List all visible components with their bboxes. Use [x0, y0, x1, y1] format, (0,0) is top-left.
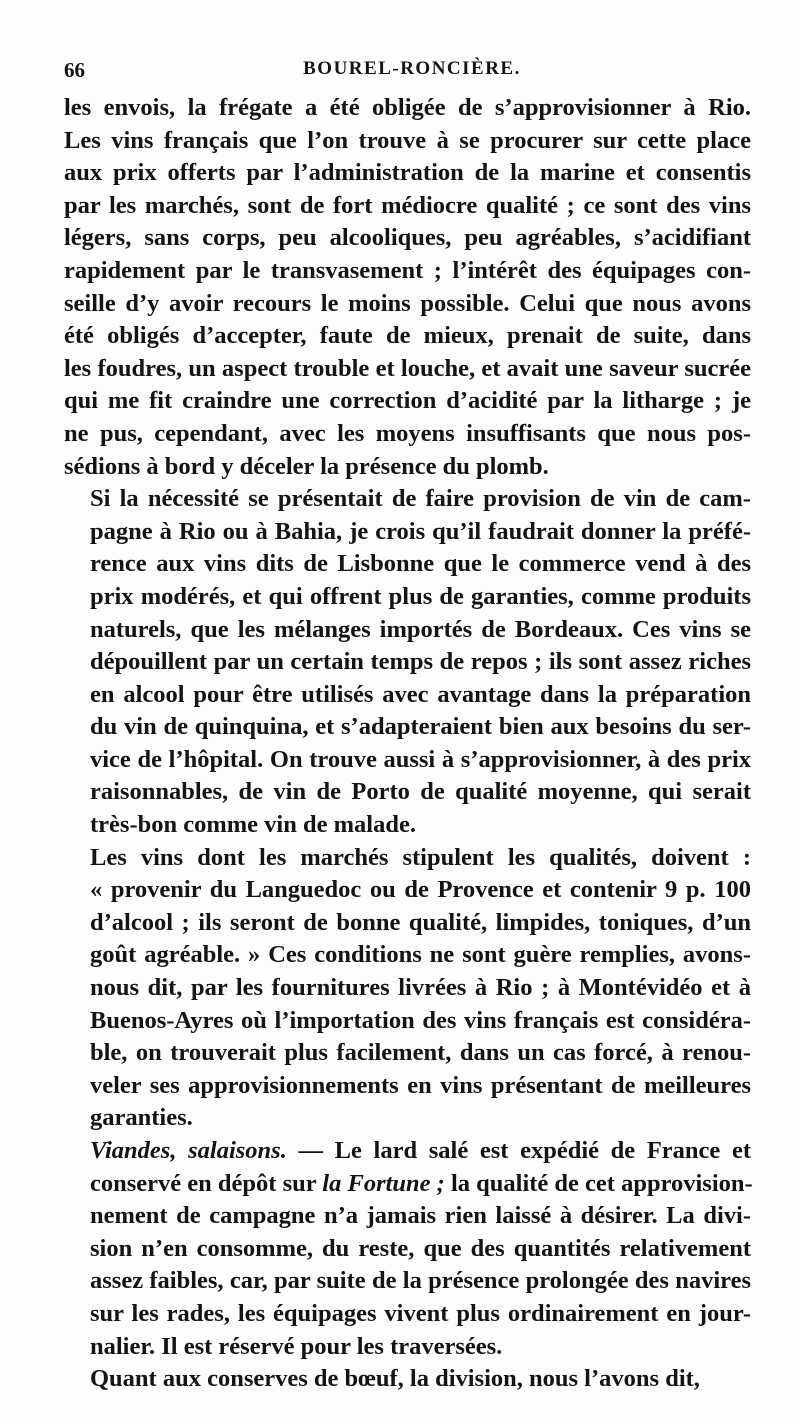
text-line: les foudres, un aspect trouble et louche, et avait une saveur sucrée: [64, 354, 751, 382]
page-number: 66: [64, 58, 85, 82]
text-line: veler ses approvisionnements en vins présentant de meilleures: [90, 1071, 751, 1099]
text-line: rence aux vins dits de Lisbonne que le commerce vend à des: [90, 550, 751, 578]
text-line: « provenir du Languedoc ou de Provence et contenir 9 p. 100: [90, 876, 751, 904]
text-fragment: — Le lard salé est expédié de France et: [286, 1137, 751, 1164]
paragraph-2: [64, 483, 751, 842]
text-line: aux prix offerts par l’administration de la marine et consentis: [64, 159, 751, 187]
running-head: BOUREL-RONCIÈRE.: [303, 58, 521, 79]
text-line: rapidement par le transvasement ; l’intérêt des équipages con-: [64, 256, 751, 284]
text-line: très-bon comme vin de malade.: [90, 811, 416, 839]
text-line: en alcool pour être utilisés avec avantage dans la préparation: [90, 680, 751, 708]
text-line: été obligés d’accepter, faute de mieux, prenait de suite, dans: [64, 322, 751, 350]
text-fragment: la qualité de cet approvision-: [444, 1169, 753, 1197]
text-line: sur les rades, les équipages vivent plus ordinairement en jour-: [90, 1299, 751, 1327]
text-line: vice de l’hôpital. On trouve aussi à s’approvisionner, à des prix: [90, 745, 751, 773]
paragraph-3: [64, 842, 751, 1135]
text-line: sédions à bord y déceler la présence du plomb.: [64, 452, 549, 480]
text-line: [64, 1135, 751, 1168]
text-line: Buenos-Ayres où l’importation des vins français est considéra-: [90, 1006, 751, 1034]
text-line: ne pus, cependant, avec les moyens insuffisants que nous pos-: [64, 419, 751, 447]
text-line: dépouillent par un certain temps de repos ; ils sont assez riches: [90, 648, 751, 676]
text-line: ble, on trouverait plus facilement, dans un cas forcé, à renou-: [90, 1039, 751, 1067]
paragraph-1: [64, 92, 751, 483]
text-line: nement de campagne n’a jamais rien laissé à désirer. La divi-: [90, 1202, 751, 1230]
text-line: les envois, la frégate a été obligée de s’approvisionner à Rio.: [64, 94, 751, 121]
text-line: sion n’en consomme, du reste, que des quantités relativement: [90, 1234, 751, 1262]
text-line: Les vins français que l’on trouve à se procurer sur cette place: [64, 126, 751, 154]
text-line: naturels, que les mélanges importés de Bordeaux. Ces vins se: [90, 615, 751, 643]
text-fragment: conservé en dépôt sur: [90, 1169, 323, 1197]
text-line: Si la nécessité se présentait de faire provision de vin de cam-: [90, 485, 751, 513]
text-line: garanties.: [90, 1104, 193, 1132]
body-text: [64, 92, 751, 1396]
text-line: du vin de quinquina, et s’adapteraient bien aux besoins du ser-: [90, 713, 751, 741]
text-line: raisonnables, de vin de Porto de qualité moyenne, qui serait: [90, 778, 751, 806]
text-line: Les vins dont les marchés stipulent les qualités, doivent :: [90, 843, 751, 871]
text-line: pagne à Rio ou à Bahia, je crois qu’il faudrait donner la préfé-: [90, 517, 751, 545]
text-line: qui me fit craindre une correction d’acidité par la litharge ; je: [64, 387, 751, 415]
paragraph-4: [64, 1135, 751, 1363]
text-line: goût agréable. » Ces conditions ne sont guère remplies, avons-: [90, 941, 751, 969]
text-line: nalier. Il est réservé pour les traversées.: [90, 1332, 503, 1360]
paragraph-5: [64, 1363, 751, 1396]
text-line: prix modérés, et qui offrent plus de garanties, comme produits: [90, 582, 751, 610]
text-line: nous dit, par les fournitures livrées à Rio ; à Montévidéo et à: [90, 974, 751, 1002]
text-line: seille d’y avoir recours le moins possible. Celui que nous avons: [64, 289, 751, 317]
text-line: légers, sans corps, peu alcooliques, peu agréables, s’acidifiant: [64, 224, 751, 252]
text-line: [64, 1168, 751, 1201]
section-lead-italic: Viandes, salaisons.: [90, 1137, 287, 1164]
page-header: [64, 58, 760, 88]
text-line: d’alcool ; ils seront de bonne qualité, limpides, toniques, d’un: [90, 908, 751, 936]
text-line: Quant aux conserves de bœuf, la division, nous l’avons dit,: [90, 1365, 700, 1393]
ship-name-italic: la Fortune ;: [322, 1169, 445, 1197]
text-line: assez faibles, car, par suite de la présence prolongée des navires: [90, 1267, 751, 1295]
text-line: par les marchés, sont de fort médiocre qualité ; ce sont des vins: [64, 191, 751, 219]
paragraph-4-rest: [64, 1200, 751, 1363]
